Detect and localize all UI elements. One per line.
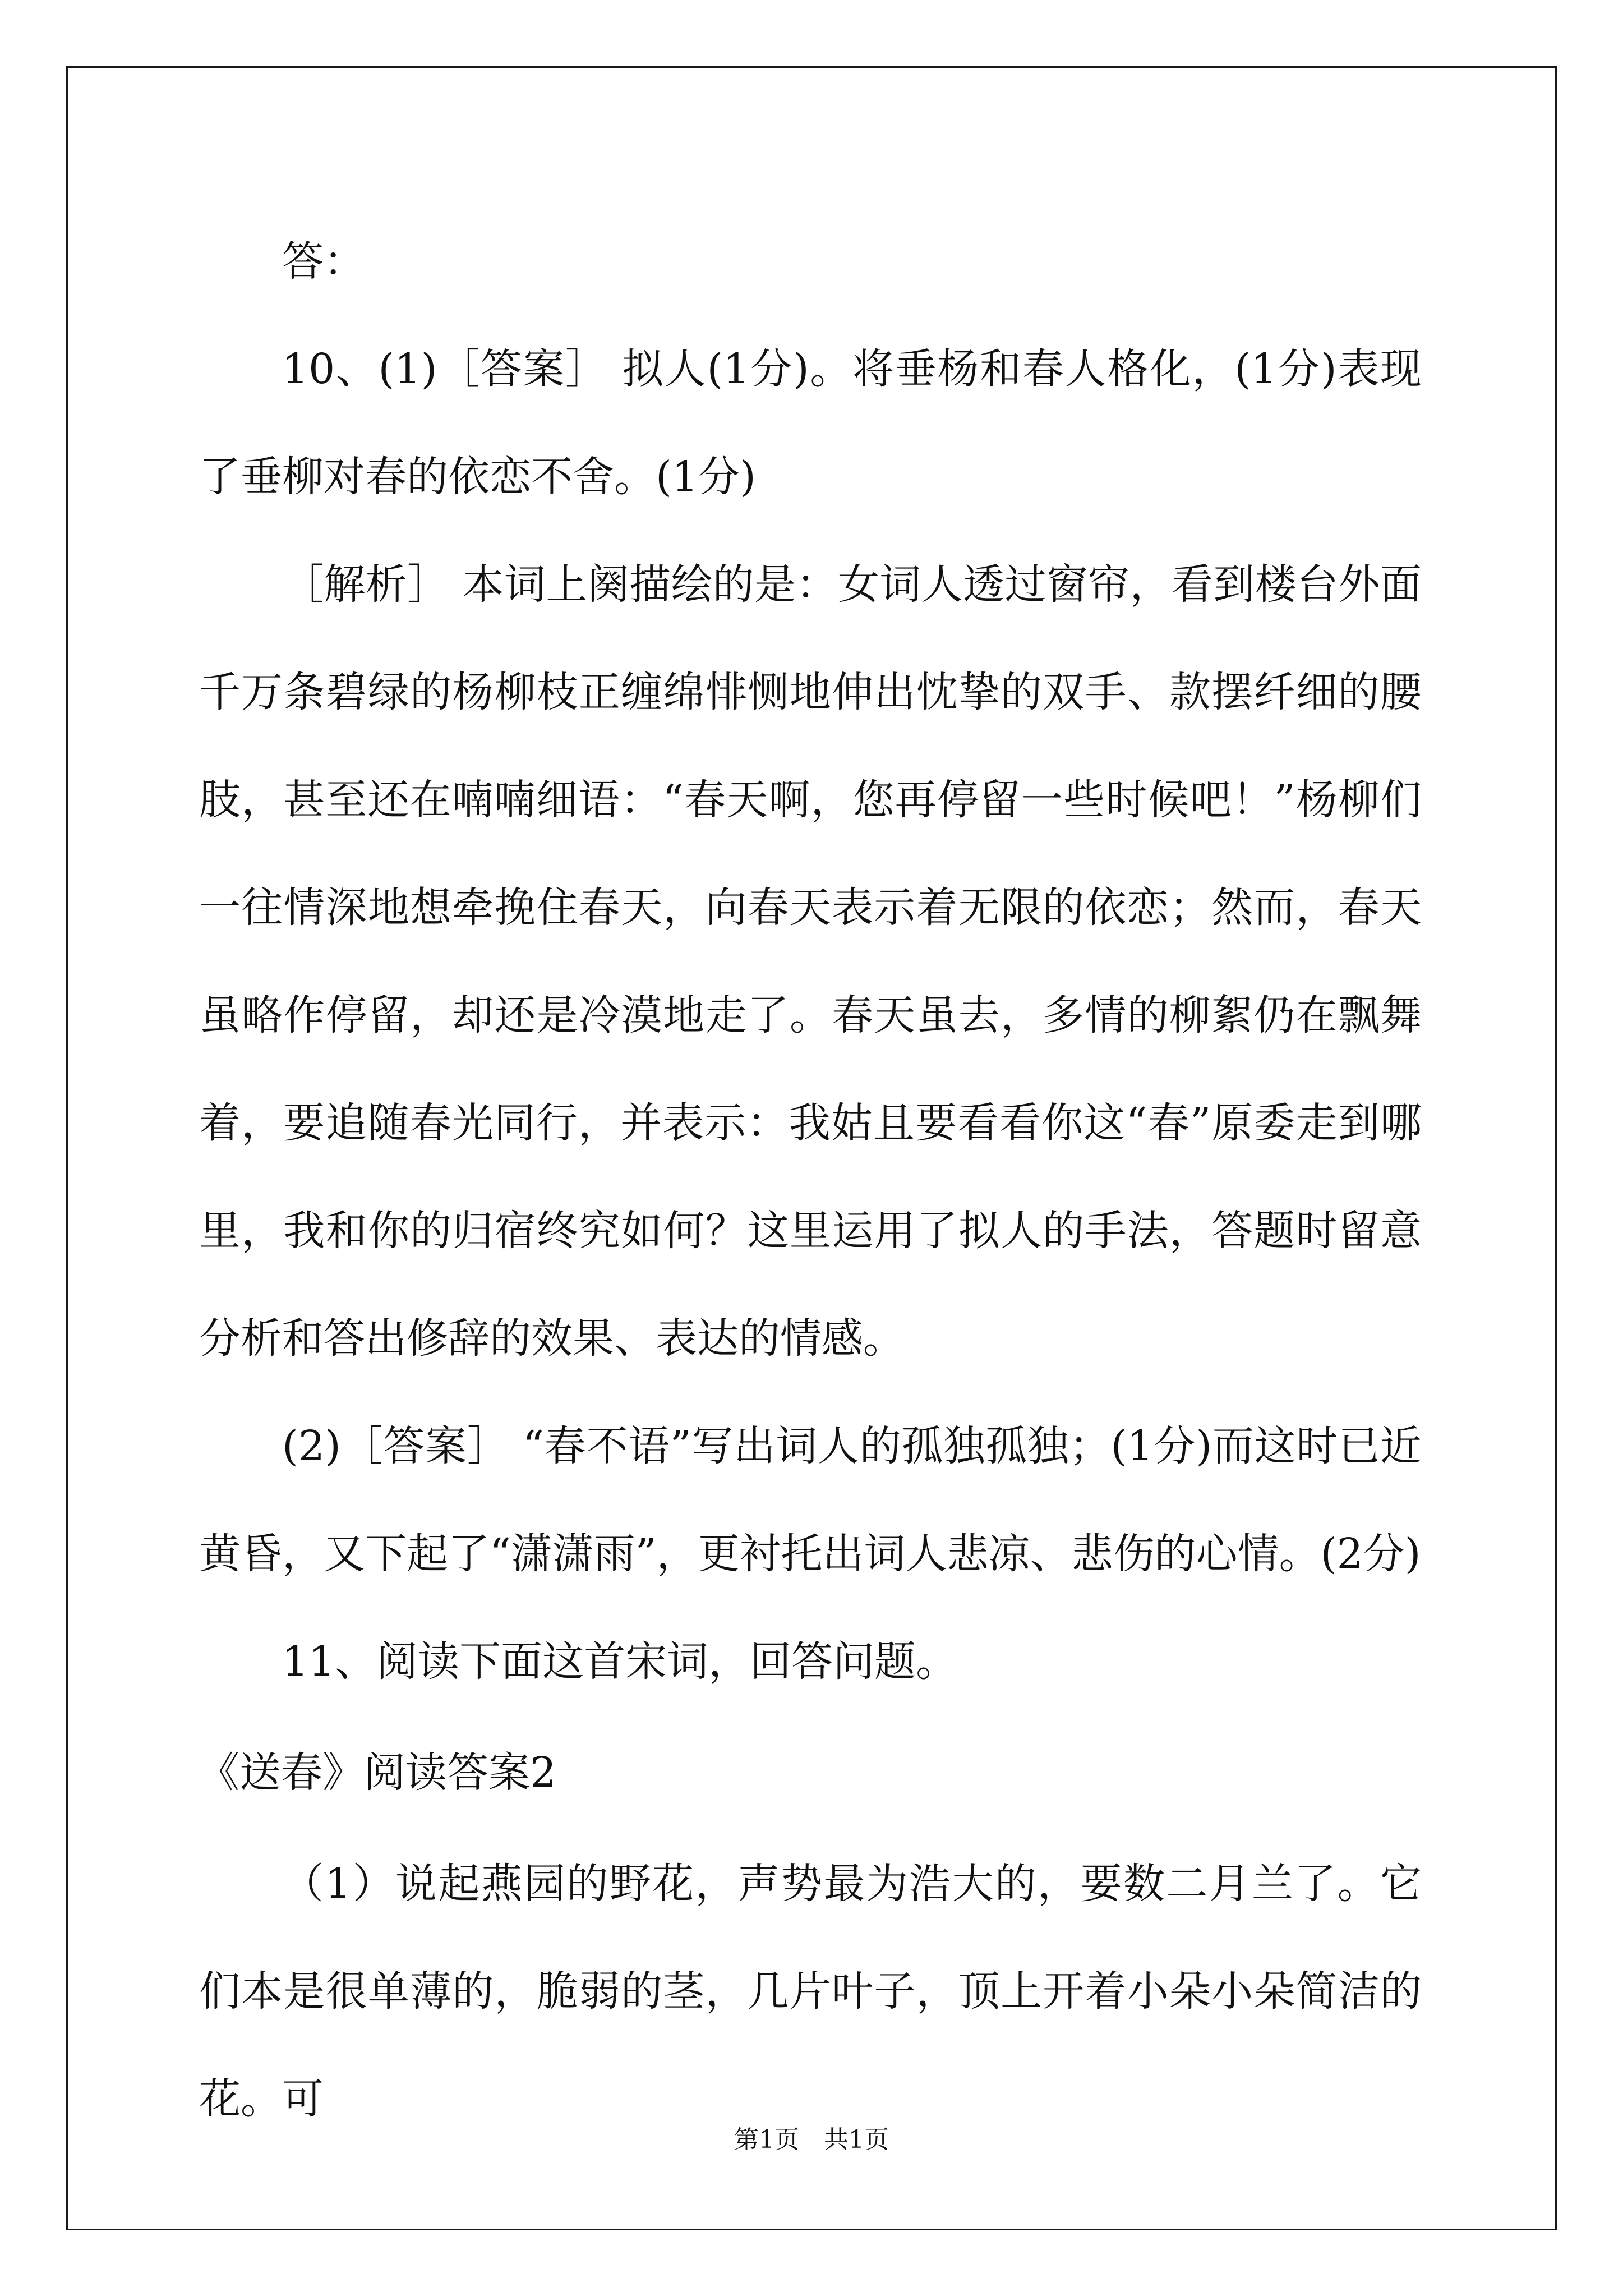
answer-10-2: (2)［答案］ “春不语”写出词人的孤独孤独；(1分)而这时已近黄昏，又下起了“潇潇雨”，更衬托出词人悲凉、悲伤的心情。(2分) <box>199 1422 1422 1578</box>
answer-label: 答： <box>282 237 365 286</box>
passage-paragraph-1: （1）说起燕园的野花，声势最为浩大的，要数二月兰了。它们本是很单薄的，脆弱的茎，几片叶子，顶上开着小朵小朵简洁的花。可 <box>199 1860 1422 2123</box>
section-heading: 《送春》阅读答案2 <box>198 1749 557 1797</box>
document-body <box>199 208 1422 2153</box>
page-number-footer: 第1页 共1页 <box>734 2125 889 2154</box>
answer-10-1: 10、(1)［答案］ 拟人(1分)。将垂杨和春人格化，(1分)表现了垂柳对春的依恋不舍。(1分) <box>199 345 1422 501</box>
analysis-paragraph: ［解析］ 本词上阕描绘的是：女词人透过窗帘，看到楼台外面千万条碧绿的杨柳枝正缠绵悱恻地伸出忱挚的双手、款摆纤细的腰肢，甚至还在喃喃细语：“春天啊，您再停留一些时候吧！”杨柳们一往情深地想牵挽住春天，向春天表示着无限的依恋；然而，春天虽略作停留，却还是冷漠地走了。春天虽去，多情的柳絮仍在飘舞着，要追随春光同行，并表示：我姑且要看看你这“春”原委走到哪里，我和你的归宿终究如何？这里运用了拟人的手法，答题时留意分析和答出修辞的效果、表达的情感。 <box>199 560 1422 1363</box>
question-11: 11、阅读下面这首宋词，回答问题。 <box>282 1637 958 1686</box>
